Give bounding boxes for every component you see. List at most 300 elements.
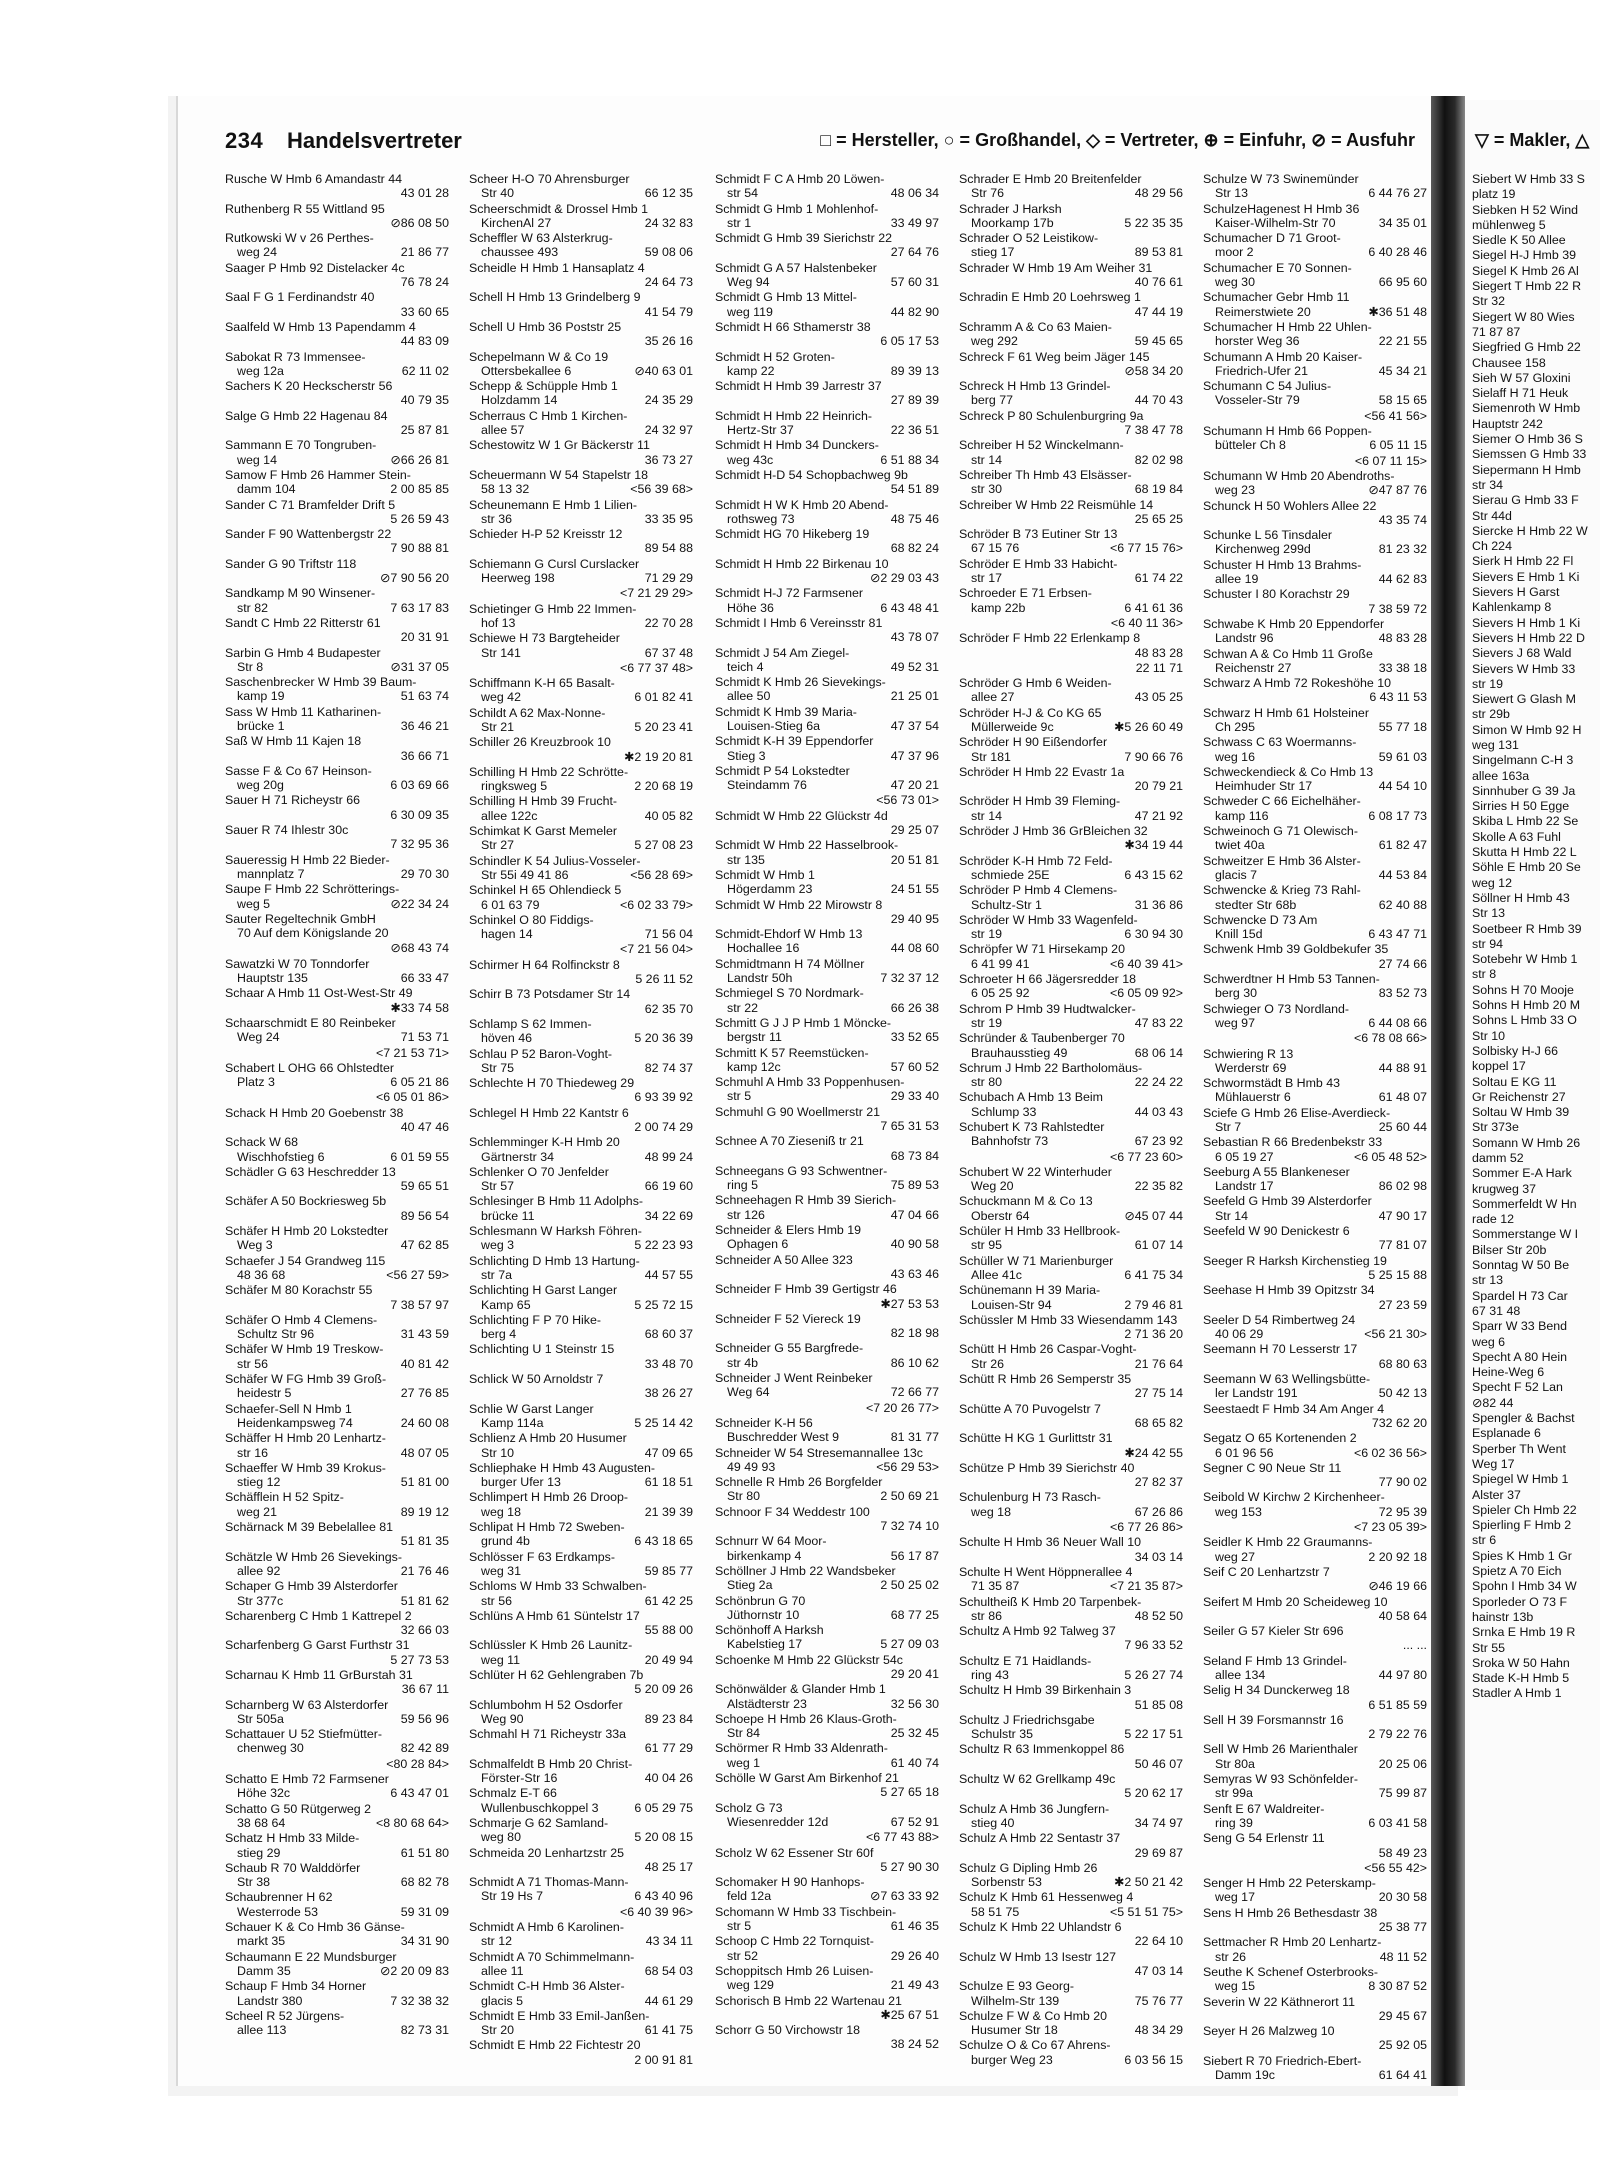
directory-entry xyxy=(225,231,449,260)
entry-detail-row xyxy=(959,720,1183,734)
entry-address: Kamp 114a xyxy=(481,1415,544,1430)
entry-phone-number: 38 26 27 xyxy=(644,1386,693,1401)
facing-page-entry: Sievers J 68 Wald xyxy=(1472,646,1572,661)
entry-phone-number: 29 70 30 xyxy=(400,866,449,881)
facing-page-entry: Siercke H Hmb 22 W xyxy=(1472,523,1588,538)
directory-entry xyxy=(715,1046,939,1075)
directory-entry xyxy=(715,764,939,793)
facing-page-entry: Str 32 xyxy=(1472,294,1506,309)
entry-phone-number: 67 37 48 xyxy=(644,645,693,660)
entry-address: str 19 xyxy=(971,927,1002,942)
entry-phone-number: 86 10 62 xyxy=(890,1355,939,1370)
entry-name: Schreck F 61 Weg beim Jäger 145 xyxy=(959,349,1150,364)
directory-entry xyxy=(959,290,1183,319)
entry-phone-number: 40 04 26 xyxy=(644,1771,693,1786)
directory-entry xyxy=(1203,528,1427,557)
directory-entry xyxy=(1203,454,1427,468)
entry-address: Str 26 xyxy=(971,1356,1005,1371)
directory-entry xyxy=(225,853,449,882)
entry-detail-row xyxy=(715,1667,939,1681)
entry-name: Schlegel H Hmb 22 Kantstr 6 xyxy=(469,1105,629,1120)
entry-detail-row xyxy=(225,897,449,911)
entry-phone-number: 7 90 88 81 xyxy=(390,541,449,556)
entry-detail-row xyxy=(469,1416,693,1430)
entry-phone-number: 29 26 40 xyxy=(890,1948,939,1963)
entry-detail-row xyxy=(225,1298,449,1312)
directory-entry xyxy=(715,586,939,615)
entry-name: Schunke L 56 Tinsdaler xyxy=(1203,528,1333,543)
entry-detail-row xyxy=(715,541,939,555)
entry-phone-number: 6 30 09 35 xyxy=(390,807,449,822)
entry-detail-row xyxy=(469,868,693,882)
entry-name: Sawatzki W 70 Tonndorfer xyxy=(225,956,370,971)
directory-entry xyxy=(225,764,449,793)
entry-detail-row xyxy=(1203,305,1427,319)
entry-phone-number: 48 07 05 xyxy=(400,1445,449,1460)
entry-name: Sander F 90 Wattenbergstr 22 xyxy=(225,527,392,542)
entry-name: Schlechte H 70 Thiedeweg 29 xyxy=(469,1076,635,1091)
facing-page-entry: Specht F 52 Lan xyxy=(1472,1380,1563,1395)
facing-page-entry: Hauptstr 242 xyxy=(1472,416,1543,431)
entry-detail-row xyxy=(715,1549,939,1563)
entry-phone-number: 66 19 60 xyxy=(644,1179,693,1194)
entry-detail-row xyxy=(469,571,693,585)
directory-entry xyxy=(225,379,449,408)
directory-entry xyxy=(1203,706,1427,735)
entry-detail-row xyxy=(715,853,939,867)
entry-address: Oberstr 64 xyxy=(971,1208,1030,1223)
entry-name: Schädler G 63 Heschredder 13 xyxy=(225,1164,396,1179)
entry-detail-row xyxy=(469,1002,693,1016)
entry-detail-row xyxy=(715,216,939,230)
entry-phone-number: 29 45 67 xyxy=(1378,2008,1427,2023)
directory-entry xyxy=(469,409,693,438)
entry-name: Schumann C 54 Julius- xyxy=(1203,379,1332,394)
entry-address: heidestr 5 xyxy=(237,1386,292,1401)
directory-entry xyxy=(225,1016,449,1045)
entry-phone-number: 48 99 24 xyxy=(644,1149,693,1164)
entry-detail-row xyxy=(959,957,1183,971)
entry-phone-number: <6 02 33 79> xyxy=(619,897,693,912)
directory-entry xyxy=(1203,587,1427,616)
entry-name: Schumann W Hmb 20 Abendroths- xyxy=(1203,468,1395,483)
directory-entry xyxy=(715,527,939,556)
entry-phone-number: ✱27 53 53 xyxy=(880,1296,939,1311)
entry-detail-row xyxy=(469,275,693,289)
entry-detail-row xyxy=(469,1994,693,2008)
entry-detail-row xyxy=(225,1030,449,1044)
entry-name: Schweitzer E Hmb 36 Alster- xyxy=(1203,853,1361,868)
entry-phone-number: 6 44 08 66 xyxy=(1368,1015,1427,1030)
entry-name: Schröder W Hmb 33 Wagenfeld- xyxy=(959,912,1138,927)
facing-page-entry: Soetbeer R Hmb 39 xyxy=(1472,921,1582,936)
directory-entry xyxy=(1203,1713,1427,1742)
entry-name: Scholz G 73 xyxy=(715,1800,783,1815)
entry-detail-row xyxy=(225,926,449,940)
entry-detail-row xyxy=(469,809,693,823)
directory-entry xyxy=(225,1135,449,1164)
directory-entry xyxy=(225,1668,449,1697)
entry-detail-row xyxy=(959,1327,1183,1341)
entry-name: Saupe F Hmb 22 Schrötterings- xyxy=(225,882,400,897)
entry-address: str 36 xyxy=(481,511,512,526)
entry-detail-row xyxy=(469,750,693,764)
entry-detail-row xyxy=(715,305,939,319)
entry-phone-number: 7 38 59 72 xyxy=(1368,601,1427,616)
entry-address: glacis 5 xyxy=(481,1993,524,2008)
entry-name: Schildt A 62 Max-Nonne- xyxy=(469,705,606,720)
directory-entry xyxy=(959,1120,1183,1149)
entry-name: Seifert M Hmb 20 Scheideweg 10 xyxy=(1203,1594,1388,1609)
entry-detail-row xyxy=(469,1179,693,1193)
entry-detail-row xyxy=(469,838,693,852)
directory-entry xyxy=(1203,794,1427,823)
entry-address: Weg 20 xyxy=(971,1179,1014,1194)
directory-entry xyxy=(1203,350,1427,379)
entry-address: allee 11 xyxy=(481,1963,524,1978)
entry-detail-row xyxy=(959,1786,1183,1800)
entry-phone-number: 6 05 29 75 xyxy=(634,1800,693,1815)
entry-phone-number: ⊘46 19 66 xyxy=(1368,1579,1427,1594)
entry-phone-number: ⊘45 07 44 xyxy=(1124,1208,1183,1223)
entry-detail-row xyxy=(469,898,693,912)
directory-entry xyxy=(469,1698,693,1727)
entry-name: Schorr G 50 Virchowstr 18 xyxy=(715,2023,861,2038)
entry-phone-number: 27 82 37 xyxy=(1134,1475,1183,1490)
directory-entry xyxy=(715,2023,939,2052)
entry-phone-number: 7 90 66 76 xyxy=(1124,749,1183,764)
entry-phone-number: 89 56 54 xyxy=(400,1208,449,1223)
entry-phone-number: ✱2 50 21 42 xyxy=(1114,1875,1183,1890)
entry-detail-row xyxy=(959,1934,1183,1948)
directory-entry xyxy=(469,1313,693,1342)
facing-page-entry: weg 131 xyxy=(1472,737,1519,752)
entry-name: Schörmer R Hmb 33 Aldenrath- xyxy=(715,1741,888,1756)
entry-detail-row xyxy=(959,1150,1183,1164)
entry-phone-number: 47 44 19 xyxy=(1134,304,1183,319)
directory-entry xyxy=(959,1742,1183,1771)
entry-phone-number: 51 81 35 xyxy=(400,1534,449,1549)
entry-name: Schröder H-J & Co KG 65 xyxy=(959,705,1102,720)
entry-name: Schrom P Hmb 39 Hudtwalcker- xyxy=(959,1001,1136,1016)
entry-address: Knill 15d xyxy=(1215,927,1263,942)
entry-name: Schwass C 63 Woermanns- xyxy=(1203,735,1357,750)
directory-entry xyxy=(959,1624,1183,1653)
entry-address: Husumer Str 18 xyxy=(971,2023,1058,2038)
directory-entry xyxy=(959,1831,1183,1860)
entry-detail-row xyxy=(959,1268,1183,1282)
entry-name: Schmidt H Hmb 34 Dunckers- xyxy=(715,438,879,453)
entry-address: Stieg 2a xyxy=(727,1578,773,1593)
entry-name: Schöllner J Hmb 22 Wandsbeker xyxy=(715,1563,896,1578)
directory-entry xyxy=(225,172,449,201)
entry-name: Sciefe G Hmb 26 Elise-Averdieck- xyxy=(1203,1105,1391,1120)
entry-address: glacis 7 xyxy=(1215,867,1258,882)
entry-phone-number: 6 40 28 46 xyxy=(1368,245,1427,260)
entry-phone-number: ✱2 19 20 81 xyxy=(624,749,693,764)
facing-page-entry: Sievers H Garst xyxy=(1472,585,1560,600)
entry-detail-row xyxy=(469,1905,693,1919)
entry-phone-number: 6 05 21 86 xyxy=(390,1075,449,1090)
directory-entry xyxy=(469,735,693,764)
directory-entry xyxy=(715,1401,939,1415)
entry-phone-number: <7 21 35 87> xyxy=(1109,1579,1183,1594)
entry-detail-row xyxy=(1203,1550,1427,1564)
entry-name: Schulz K Hmb 61 Hessenweg 4 xyxy=(959,1890,1134,1905)
directory-entry xyxy=(715,1193,939,1222)
entry-name: Schwarz H Hmb 61 Holsteiner xyxy=(1203,705,1369,720)
entry-detail-row xyxy=(1203,483,1427,497)
entry-phone-number: 44 62 83 xyxy=(1378,572,1427,587)
entry-phone-number: 21 25 01 xyxy=(890,689,939,704)
facing-page-entry: Sielaff H 71 Heuk xyxy=(1472,386,1569,401)
entry-detail-row xyxy=(469,1623,693,1637)
directory-entry xyxy=(469,1224,693,1253)
entry-phone-number: 32 56 30 xyxy=(890,1696,939,1711)
directory-entry xyxy=(1203,1535,1427,1564)
entry-name: Schlesmann W Harksh Föhren- xyxy=(469,1224,642,1239)
entry-address: 6 01 63 79 xyxy=(481,897,540,912)
directory-entry xyxy=(715,290,939,319)
entry-name: Schneider & Elers Hmb 19 xyxy=(715,1223,862,1238)
entry-detail-row xyxy=(1203,364,1427,378)
entry-phone-number: 61 07 14 xyxy=(1134,1238,1183,1253)
directory-entry xyxy=(225,202,449,231)
entry-name: Schlösser F 63 Erdkamps- xyxy=(469,1549,615,1564)
entry-phone-number: 62 11 02 xyxy=(401,363,449,378)
entry-name: Schwabe K Hmb 20 Eppendorfer xyxy=(1203,616,1385,631)
entry-detail-row xyxy=(959,601,1183,615)
entry-name: Schlick W 50 Arnoldstr 7 xyxy=(469,1372,604,1387)
facing-page-entry: Somann W Hmb 26 xyxy=(1472,1135,1581,1150)
entry-phone-number: 22 24 22 xyxy=(1134,1075,1183,1090)
directory-entry xyxy=(1203,231,1427,260)
entry-address: KirchenAl 27 xyxy=(481,215,552,230)
entry-phone-number: 2 50 25 02 xyxy=(880,1578,939,1593)
directory-entry xyxy=(715,734,939,763)
entry-address: Schultz-Str 1 xyxy=(971,897,1042,912)
entry-phone-number: 57 60 31 xyxy=(890,275,939,290)
facing-page-entry: Str 55 xyxy=(1472,1640,1506,1655)
entry-name: Schmidt A 71 Thomas-Mann- xyxy=(469,1875,629,1890)
directory-entry xyxy=(1203,1165,1427,1194)
entry-name: Schmidt P 54 Lokstedter xyxy=(715,763,850,778)
entry-name: Schärnack M 39 Bebelallee 81 xyxy=(225,1520,394,1535)
entry-address: allee 92 xyxy=(237,1563,281,1578)
entry-address: Allee 41c xyxy=(971,1267,1022,1282)
entry-detail-row xyxy=(1203,216,1427,230)
entry-address: Reimerstwiete 20 xyxy=(1215,304,1311,319)
facing-page-legend: ▽ = Makler, △ xyxy=(1475,130,1590,150)
entry-address: Brauhausstieg 49 xyxy=(971,1045,1068,1060)
entry-phone-number: 40 79 35 xyxy=(400,393,449,408)
entry-name: Seibold W Kirchw 2 Kirchenheer- xyxy=(1203,1490,1385,1505)
entry-phone-number: 61 64 41 xyxy=(1378,2068,1427,2082)
entry-address: str 7a xyxy=(481,1267,512,1282)
facing-page-entry: Sinnhuber G 39 Ja xyxy=(1472,783,1576,798)
entry-address: allee 113 xyxy=(237,2023,287,2038)
facing-page-entry: Soltau W Hmb 39 xyxy=(1472,1105,1570,1120)
entry-detail-row xyxy=(959,1875,1183,1889)
entry-detail-row xyxy=(959,898,1183,912)
entry-phone-number: <6 40 39 96> xyxy=(619,1904,693,1919)
entry-address: hof 13 xyxy=(481,615,516,630)
entry-address: 48 36 68 xyxy=(237,1267,286,1282)
entry-name: Schwencke & Krieg 73 Rahl- xyxy=(1203,883,1361,898)
facing-page-entry: koppel 17 xyxy=(1472,1059,1526,1074)
entry-phone-number: <80 28 84> xyxy=(386,1756,449,1771)
entry-phone-number: 75 89 53 xyxy=(890,1178,939,1193)
entry-detail-row xyxy=(225,601,449,615)
entry-detail-row xyxy=(715,1401,939,1415)
entry-detail-row xyxy=(715,364,939,378)
entry-name: Seyer H 26 Malzweg 10 xyxy=(1203,2024,1335,2039)
entry-address: stieg 29 xyxy=(237,1845,281,1860)
directory-entry xyxy=(715,809,939,838)
directory-entry xyxy=(959,468,1183,497)
directory-entry xyxy=(1203,558,1427,587)
entry-phone-number: 27 23 59 xyxy=(1378,1297,1427,1312)
entry-detail-row xyxy=(225,364,449,378)
directory-entry xyxy=(225,409,449,438)
facing-page-entry: Sievers H Hmb 22 D xyxy=(1472,630,1585,645)
directory-entry xyxy=(959,379,1183,408)
book-gutter xyxy=(1431,96,1465,2086)
entry-name: Schradin E Hmb 20 Loehrsweg 1 xyxy=(959,290,1141,305)
entry-address: Kaiser-Wilhelm-Str 70 xyxy=(1215,215,1336,230)
entry-phone-number: 61 51 80 xyxy=(400,1845,449,1860)
entry-phone-number: ⊘2 20 09 83 xyxy=(380,1963,449,1978)
entry-phone-number: 29 40 95 xyxy=(890,911,939,926)
entry-phone-number: 7 32 38 32 xyxy=(390,1993,449,2008)
entry-detail-row xyxy=(225,1090,449,1104)
entry-detail-row xyxy=(469,186,693,200)
entry-address: Werderstr 69 xyxy=(1215,1060,1287,1075)
entry-detail-row xyxy=(959,1638,1183,1652)
entry-address: stedter Str 68b xyxy=(1215,897,1297,912)
entry-name: Seif C 20 Lenhartzstr 7 xyxy=(1203,1564,1330,1579)
entry-name: Schüssler M Hmb 33 Wiesendamm 143 xyxy=(959,1312,1178,1327)
entry-phone-number: 68 65 82 xyxy=(1134,1415,1183,1430)
entry-address: weg 153 xyxy=(1215,1504,1262,1519)
entry-phone-number: 732 62 20 xyxy=(1371,1415,1427,1430)
directory-column-3 xyxy=(715,172,939,2053)
facing-page-entry: Siemer O Hmb 36 S xyxy=(1472,432,1583,447)
directory-entry xyxy=(959,1772,1183,1801)
entry-phone-number: ⊘40 63 01 xyxy=(634,363,693,378)
directory-entry xyxy=(225,986,449,1015)
entry-name: Schrader J Harksh xyxy=(959,201,1062,216)
entry-address: Ch 295 xyxy=(1215,719,1255,734)
entry-phone-number: 6 05 11 15 xyxy=(1369,438,1427,453)
entry-name: Schlamp S 62 Immen- xyxy=(469,1016,592,1031)
entry-detail-row xyxy=(469,1446,693,1460)
entry-phone-number: 56 17 87 xyxy=(890,1548,939,1563)
directory-entry xyxy=(715,705,939,734)
directory-entry xyxy=(225,1579,449,1608)
entry-address: Damm 35 xyxy=(237,1963,291,1978)
entry-phone-number: 47 62 85 xyxy=(400,1238,449,1253)
entry-detail-row xyxy=(959,2023,1183,2037)
directory-entry xyxy=(959,1713,1183,1742)
entry-detail-row xyxy=(715,1060,939,1074)
facing-page-entry: Stade K-H Hmb 5 xyxy=(1472,1671,1570,1686)
entry-name: Schultz A Hmb 92 Talweg 37 xyxy=(959,1624,1116,1639)
entry-phone-number: 6 01 82 41 xyxy=(634,690,693,705)
entry-address: str 80 xyxy=(971,1075,1002,1090)
entry-phone-number: 6 43 48 41 xyxy=(880,600,939,615)
entry-name: Schneider A 50 Allee 323 xyxy=(715,1252,853,1267)
entry-phone-number: 27 74 66 xyxy=(1378,956,1427,971)
entry-address: Alstädterstr 23 xyxy=(727,1696,807,1711)
entry-detail-row xyxy=(959,334,1183,348)
entry-detail-row xyxy=(469,1741,693,1755)
entry-detail-row xyxy=(959,1357,1183,1371)
entry-phone-number: 47 20 21 xyxy=(890,778,939,793)
entry-phone-number: 5 22 23 93 xyxy=(634,1238,693,1253)
entry-detail-row xyxy=(1203,927,1427,941)
directory-entry xyxy=(715,1846,939,1875)
entry-address: Vosseler-Str 79 xyxy=(1215,393,1300,408)
entry-address: Holzdamm 14 xyxy=(481,393,558,408)
entry-address: weg 129 xyxy=(727,1978,774,1993)
entry-phone-number: 2 00 85 85 xyxy=(390,482,449,497)
entry-detail-row xyxy=(469,1889,693,1903)
entry-address: weg 23 xyxy=(1215,483,1255,498)
entry-address: Reichenstr 27 xyxy=(1215,660,1292,675)
entry-phone-number: 55 88 00 xyxy=(644,1623,693,1638)
entry-address: Bahnhofstr 73 xyxy=(971,1134,1049,1149)
entry-address: höven 46 xyxy=(481,1031,532,1046)
entry-address: str 17 xyxy=(971,571,1002,586)
entry-detail-row xyxy=(1203,1179,1427,1193)
entry-detail-row xyxy=(959,1550,1183,1564)
entry-address: Ophagen 6 xyxy=(727,1237,789,1252)
entry-phone-number: 44 97 80 xyxy=(1378,1667,1427,1682)
directory-entry xyxy=(959,1283,1183,1312)
directory-entry xyxy=(469,1905,693,1919)
entry-phone-number: 6 44 76 27 xyxy=(1368,186,1427,201)
directory-entry xyxy=(1203,1995,1427,2024)
entry-phone-number: 68 82 78 xyxy=(400,1875,449,1890)
entry-name: Schultz W 62 Grellkamp 49c xyxy=(959,1772,1116,1787)
entry-detail-row xyxy=(225,689,449,703)
entry-name: Schulz G Dipling Hmb 26 xyxy=(959,1860,1098,1875)
entry-phone-number: 45 34 21 xyxy=(1378,363,1427,378)
entry-detail-row xyxy=(715,1889,939,1903)
entry-detail-row xyxy=(469,1594,693,1608)
directory-entry xyxy=(469,468,693,497)
entry-detail-row xyxy=(1203,245,1427,259)
entry-phone-number: <6 40 39 41> xyxy=(1109,956,1183,971)
entry-name: Schütt H Hmb 26 Caspar-Voght- xyxy=(959,1342,1137,1357)
entry-detail-row xyxy=(715,1356,939,1370)
entry-name: Schneider F 52 Viereck 19 xyxy=(715,1311,861,1326)
directory-entry xyxy=(959,765,1183,794)
entry-detail-row xyxy=(225,1816,449,1830)
entry-name: Schattauer U 52 Stiefmütter- xyxy=(225,1727,383,1742)
entry-address: Höhe 36 xyxy=(727,600,774,615)
entry-detail-row xyxy=(469,1061,693,1075)
entry-name: Schepelmann W & Co 19 xyxy=(469,349,609,364)
entry-phone-number: 24 32 83 xyxy=(644,215,693,230)
facing-page-entry: Spietz A 70 Eich xyxy=(1472,1564,1562,1579)
directory-entry xyxy=(715,1075,939,1104)
directory-entry xyxy=(715,1416,939,1445)
entry-address: weg 292 xyxy=(971,334,1018,349)
facing-page-entry: 67 31 48 xyxy=(1472,1303,1521,1318)
directory-entry xyxy=(225,1757,449,1771)
